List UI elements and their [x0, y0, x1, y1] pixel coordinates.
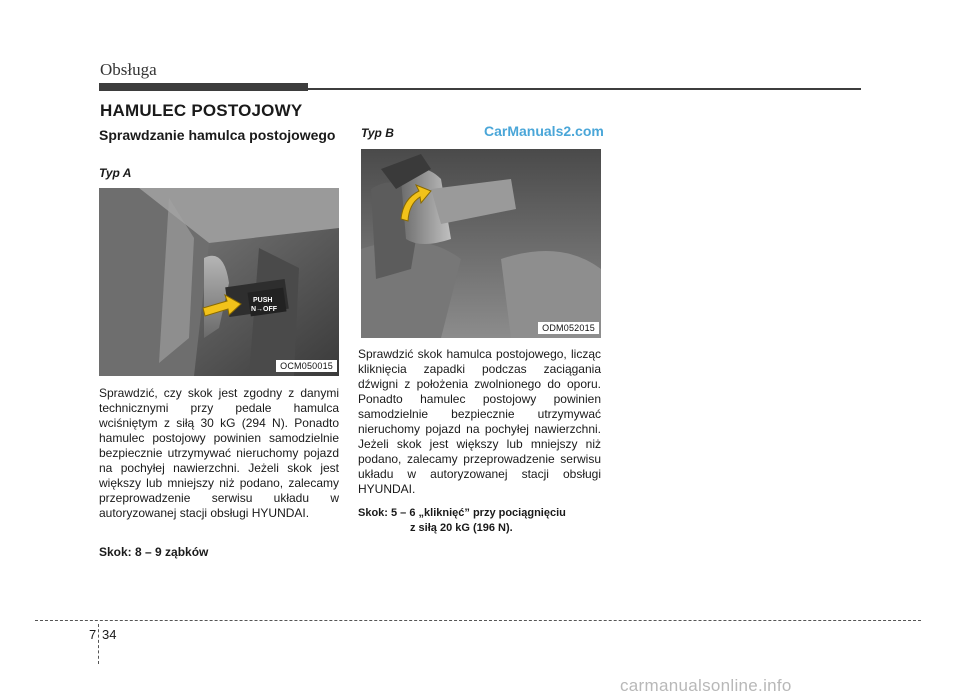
carmanuals-watermark: CarManuals2.com [484, 123, 604, 139]
stroke-spec-b-line2: z siłą 20 kG (196 N). [410, 522, 513, 534]
footer-dashed-rule [35, 620, 921, 621]
page-number: 34 [102, 627, 117, 642]
section-title: HAMULEC POSTOJOWY [100, 101, 303, 120]
header-rule-thick [99, 83, 308, 91]
lever-text-push: PUSH [253, 297, 273, 304]
stroke-spec-b-line1: Skok: 5 – 6 „kliknięć” przy pociągnięciu [358, 507, 566, 519]
stroke-spec-a: Skok: 8 – 9 ząbków [99, 545, 209, 559]
paragraph-type-a: Sprawdzić, czy skok jest zgodny z danymi technicznymi przy pedale hamulca wciśniętym z siłą 30 kG (294 N). Ponadto hamulec postojowy powinien samodzielnie bezpiecznie utrzymywać nieruchomy pojazd na pochyłej nawierzchni. Jeżeli skok jest większy lub mniejszy niż podano, zalecamy przeprowadzenie serwisu układu w autoryzowanej stacji obsługi HYUNDAI. [99, 386, 339, 520]
type-a-label: Typ A [99, 166, 132, 180]
chapter-number: 7 [89, 627, 97, 642]
stroke-spec-b [358, 506, 601, 536]
photo-type-b-illustration [361, 149, 601, 338]
photo-type-a-illustration [99, 188, 339, 376]
photo-code-a: OCM050015 [276, 360, 337, 372]
lever-text-off: N→OFF [251, 306, 278, 313]
sub-heading: Sprawdzanie hamulca postojowego [99, 127, 336, 143]
page-number-divider [98, 624, 99, 664]
chapter-title: Obsługa [100, 60, 157, 79]
type-b-label: Typ B [361, 126, 394, 140]
site-watermark: carmanualsonline.info [620, 676, 792, 695]
photo-code-b: ODM052015 [538, 322, 599, 334]
paragraph-type-b: Sprawdzić skok hamulca postojowego, licząc kliknięcia zapadki podczas zaciągania dźwigni z położenia zwolnionego do oporu. Ponadto hamulec postojowy powinien samodzielnie bezpiecznie utrzymywać nieruchomy pojazd na pochyłej nawierzchni. Jeżeli skok jest większy lub mniejszy niż podano, zalecamy przeprowadzenie serwisu układu w autoryzowanej stacji obsługi HYUNDAI. [358, 347, 601, 496]
header-rule-thin [308, 88, 861, 90]
photo-type-a [99, 188, 339, 376]
photo-type-b [361, 149, 601, 338]
